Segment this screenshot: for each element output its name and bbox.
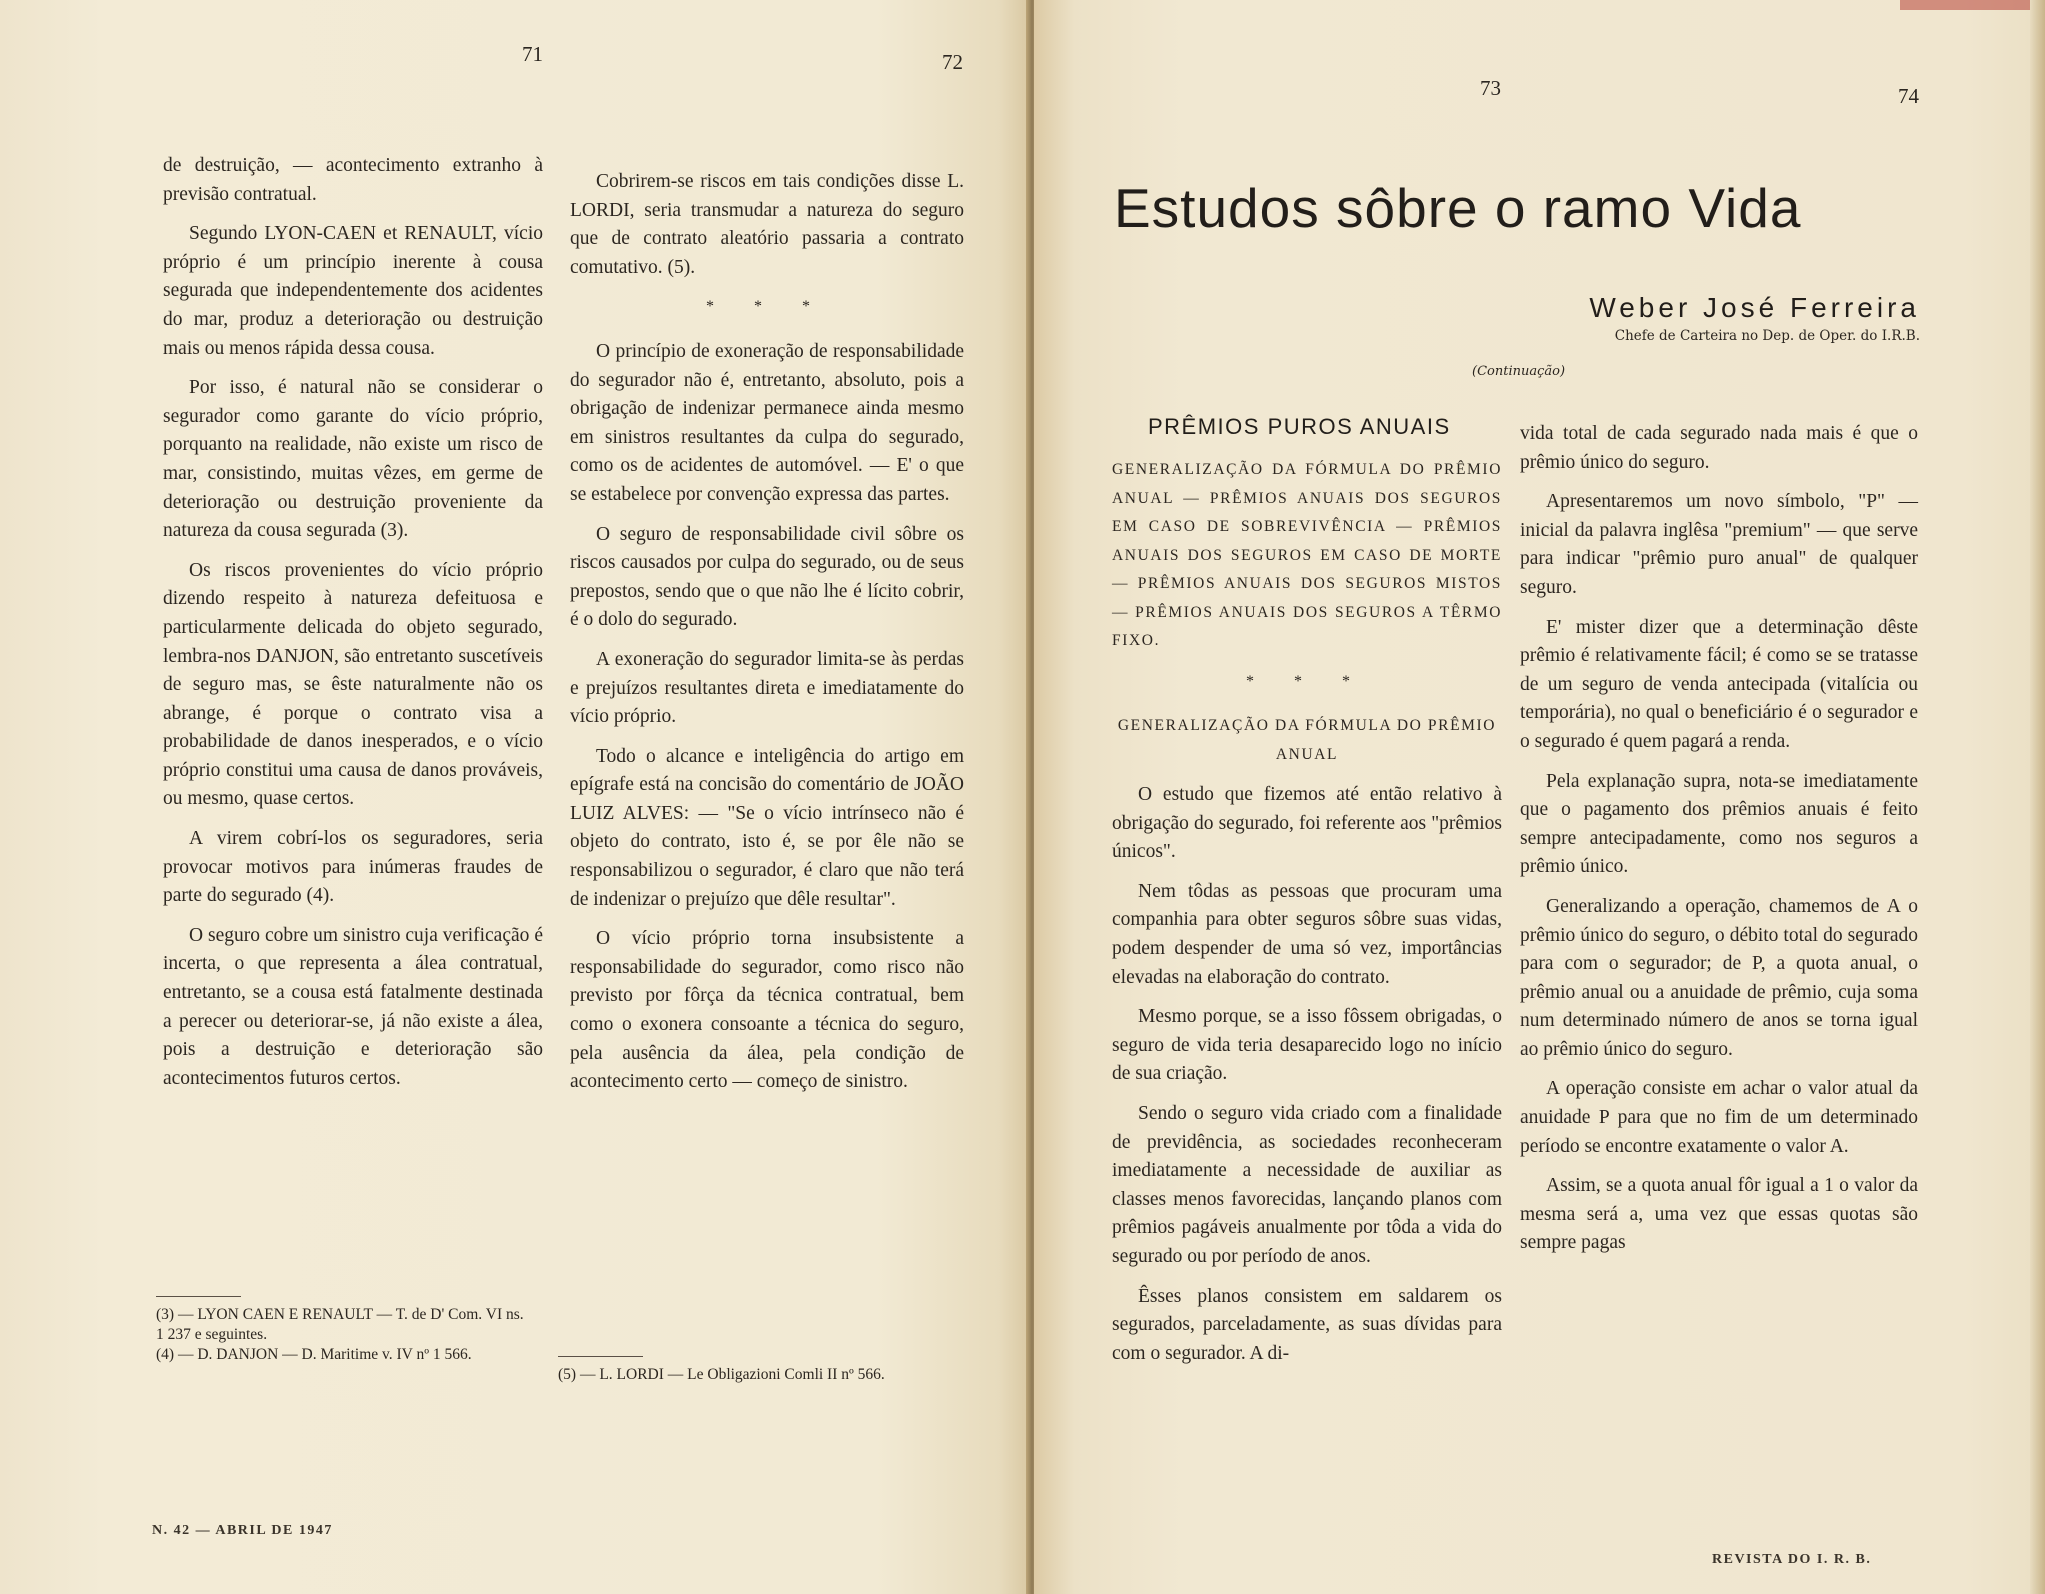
author-name: Weber José Ferreira (1589, 292, 1920, 323)
paragraph: Sendo o seguro vida criado com a finalidade de previdência, as sociedades reconheceram imediatamente a necessidade de auxiliar as classes menos favorecidas, lançando planos com prêmios pagáveis anualmente por tôda a vida do segurado ou por período de anos. (1112, 1103, 1502, 1267)
left-page-footer: N. 42 — ABRIL DE 1947 (152, 1523, 333, 1538)
footnote-4: (4) — D. DANJON — D. Maritime v. IV nº 1 566. (156, 1346, 472, 1363)
page-number-73: 73 (1480, 76, 1501, 100)
paragraph: O princípio de exoneração de responsabilidade do segurador não é, entretanto, absoluto, pois a obrigação de indenizar permanece ainda mesmo em sinistros resultantes da culpa do segurado, como os de acidentes de automóvel. — E' o que se estabelece por convenção expressa das partes. (570, 340, 964, 505)
paragraph: O estudo que fizemos até então relativo à obrigação do segurado, foi referente aos "prêmios únicos". (1112, 784, 1502, 863)
left-page-column-2 (570, 168, 964, 1108)
page-edge (2030, 0, 2045, 1594)
paragraph: A operação consiste em achar o valor atual da anuidade P para que no fim de um determinado período se encontre exatamente o valor A. (1520, 1078, 1918, 1157)
paragraph: E' mister dizer que a determinação dêste prêmio é relativamente fácil; é como se se tratasse de um seguro de venda antecipada (vitalícia ou temporária), no qual o beneficiário é o segurador e o segurado é quem pagará a renda. (1520, 616, 1918, 752)
paragraph: A exoneração do segurador limita-se às perdas e prejuízos resultantes direta e imediatamente do vício próprio. (570, 648, 964, 728)
section-summary: GENERALIZAÇÃO DA FÓRMULA DO PRÊMIO ANUAL — PRÊMIOS ANUAIS DOS SEGUROS EM CASO DE SOBREVIVÊNCIA — PRÊMIOS ANUAIS DOS SEGUROS EM CASO DE MORTE — PRÊMIOS ANUAIS DOS SEGUROS MISTOS — PRÊMIOS ANUAIS DOS SEGUROS A TÊRMO FIXO. (1112, 461, 1502, 649)
article-title: Estudos sôbre o ramo Vida (1114, 177, 1802, 239)
footnote-rule (558, 1356, 643, 1357)
paragraph: Mesmo porque, se a isso fôssem obrigadas, o seguro de vida teria desaparecido logo no início de sua criação. (1112, 1006, 1502, 1085)
paragraph: O vício próprio torna insubsistente a responsabilidade do segurador, como risco não previsto por fôrça da técnica contratual, bem como o exonera consoante a técnica do seguro, pela ausência da álea, pela condição de acontecimento certo — começo de sinistro. (570, 928, 964, 1093)
paragraph: Apresentaremos um novo símbolo, "P" — inicial da palavra inglêsa "premium" — que serve para indicar "prêmio puro anual" de qualquer seguro. (1520, 491, 1918, 598)
left-page-column-1 (163, 152, 543, 1104)
paragraph: Cobrirem-se riscos em tais condições disse L. LORDI, seria transmudar a natureza do seguro que de contrato aleatório passaria a contrato comutativo. (5). (570, 171, 964, 278)
page-number-72: 72 (942, 50, 963, 74)
paragraph: Pela explanação supra, nota-se imediatamente que o pagamento dos prêmios anuais é feito sempre antecipadamente, como nos seguros a prêmio único. (1520, 770, 1918, 878)
right-page-column-1 (1112, 456, 1502, 1379)
footnote-rule (156, 1296, 241, 1297)
paragraph: O seguro de responsabilidade civil sôbre os riscos causados por culpa do segurado, ou de seus prepostos, sendo que o que não lhe é lícito cobrir, é o dolo do segurado. (570, 523, 964, 631)
footnote-3: (3) — LYON CAEN E RENAULT — T. de D' Com. VI ns. 1 237 e seguintes. (156, 1306, 524, 1343)
right-page-footer: REVISTA DO I. R. B. (1712, 1552, 1872, 1567)
right-page-column-2 (1520, 420, 1918, 1269)
paragraph: de destruição, — acontecimento extranho à previsão contratual. (163, 155, 543, 205)
subheading: GENERALIZAÇÃO DA FÓRMULA DO PRÊMIO ANUAL (1117, 717, 1497, 763)
paragraph: Os riscos provenientes do vício próprio dizendo respeito à natureza defeituosa e particularmente delicada do objeto segurado, lembra-nos DANJON, são entretanto suscetíveis de seguro mas, se êste naturalmente não os abrange, é porque o contrato visa a probabilidade de danos inesperados, e o vício próprio constitui uma causa de danos prováveis, ou mesmo, quase certos. (163, 559, 543, 810)
paragraph: O seguro cobre um sinistro cuja verificação é incerta, o que representa a álea contratual, entretanto, se a cousa está fatalmente destinada a perecer ou deteriorar-se, já não existe a álea, pois a destruição e deterioração são acontecimentos futuros certos. (163, 924, 543, 1089)
paragraph: Generalizando a operação, chamemos de A o prêmio único do seguro, o débito total do segurado para com o segurador; de P, a quota anual, o prêmio anual ou a anuidade de prêmio, cuja soma num determinado número de anos se torna igual ao prêmio único do seguro. (1520, 895, 1918, 1060)
left-column-2-footnote (558, 1356, 958, 1385)
continuation-note: (Continuação) (1472, 364, 1566, 379)
page-number-74: 74 (1898, 84, 1919, 108)
author-role: Chefe de Carteira no Dep. de Oper. do I.R.B. (1614, 328, 1920, 344)
paragraph: Por isso, é natural não se considerar o segurador como garante do vício próprio, porquanto na realidade, não existe um risco de mar, consistindo, muitas vêzes, em germe de deterioração ou destruição proveniente da natureza da cousa segurada (3). (163, 377, 543, 542)
section-separator: * * * (1246, 672, 1368, 690)
paragraph: vida total de cada segurado nada mais é que o prêmio único do seguro. (1520, 423, 1918, 473)
paragraph: Assim, se a quota anual fôr igual a 1 o valor da mesma será a, uma vez que essas quotas são sempre pagas (1520, 1175, 1918, 1254)
book-edge-strip (1900, 0, 2045, 10)
paragraph: A virem cobrí-los os seguradores, seria provocar motivos para inúmeras fraudes de parte do segurado (4). (163, 828, 543, 907)
paragraph: Todo o alcance e inteligência do artigo em epígrafe está na concisão do comentário de JOÃO LUIZ ALVES: — "Se o vício intrínseco não é objeto do contrato, isto é, se por êle não se responsabilizou o segurador, é claro que não terá de indenizar o prejuízo que dêle resultar". (570, 745, 964, 910)
paragraph: Êsses planos consistem em saldarem os segurados, parceladamente, as suas dívidas para com o segurador. A di- (1112, 1285, 1502, 1364)
footnote-5: (5) — L. LORDI — Le Obligazioni Comli II nº 566. (558, 1366, 885, 1383)
left-column-1-footnotes (156, 1296, 528, 1365)
paragraph: Segundo LYON-CAEN et RENAULT, vício próprio é um princípio inerente à cousa segurada que independentemente dos acidentes do mar, produz a deterioração ou destruição mais ou menos rápida dessa cousa. (163, 223, 543, 359)
page-number-71: 71 (522, 42, 543, 66)
section-heading: PRÊMIOS PUROS ANUAIS (1148, 414, 1451, 439)
paragraph: Nem tôdas as pessoas que procuram uma companhia para obter seguros sôbre suas vidas, podem despender de uma só vez, importâncias elevadas na elaboração do contrato. (1112, 880, 1502, 988)
section-separator: * * * (706, 298, 828, 316)
